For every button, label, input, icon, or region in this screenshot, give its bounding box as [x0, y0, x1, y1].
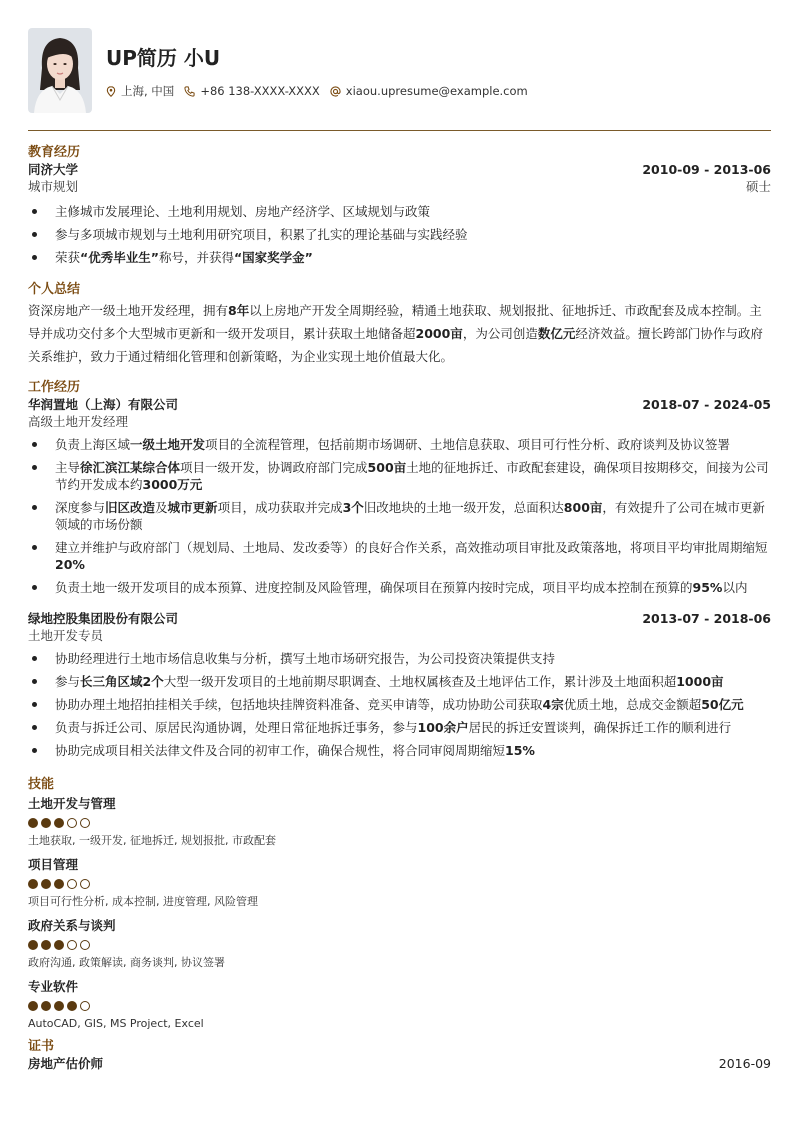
bullet-item [28, 696, 771, 713]
rating-dot-filled [54, 940, 64, 950]
skill-level-rating [28, 940, 771, 950]
contact-phone [184, 84, 319, 98]
section-title-certificates: 证书 [28, 1039, 55, 1054]
bullet-item [28, 499, 771, 533]
section-title-work: 工作经历 [28, 380, 81, 395]
header-divider [28, 130, 771, 131]
certificate-row [28, 1055, 771, 1072]
rating-dot-filled [41, 818, 51, 828]
bullet-item [28, 650, 771, 667]
education-sub-row [28, 178, 771, 195]
skill-item [28, 856, 771, 909]
school-name: 同济大学 [28, 162, 79, 177]
text-run: 深度参与 [55, 500, 106, 515]
section-title-skills: 技能 [28, 777, 55, 792]
highlight-text: 100余户 [417, 720, 469, 735]
text-run: 土地的征地拆迁、市政配套建设，确保项目按期移交，间接为公司节约开发成本约 [55, 460, 769, 492]
rating-dot-empty [80, 1001, 90, 1011]
at-sign-icon [330, 86, 341, 97]
text-run: ，有效提升了公司在城市更新领域的市场份额 [55, 500, 765, 532]
phone-text: +86 138-XXXX-XXXX [200, 84, 320, 98]
text-run: 以上房地产开发全周期经验，精通土地获取、规划报批、征地拆迁、市政配套及成本控制。主导并成功交付多个大型城市更新和一级开发项目，累计获取土地储备超 [28, 303, 762, 341]
highlight-text: “国家奖学金” [233, 250, 313, 265]
text-run: 大型一级开发项目的土地前期尽职调查、土地权属核查及土地评估工作，累计涉及土地面积超 [163, 674, 677, 689]
text-run: 项目，成功获取并完成 [217, 500, 343, 515]
header-info [106, 42, 538, 99]
certificates-section [28, 1039, 771, 1072]
rating-dot-filled [28, 879, 38, 889]
text-run: 负责与拆迁公司、原居民沟通协调，处理日常征地拆迁事务，参与 [55, 720, 418, 735]
text-run: 主导 [55, 460, 81, 475]
text-run: 项目的全流程管理，包括前期市场调研、土地信息获取、项目可行性分析、政府谈判及协议签署 [205, 437, 731, 452]
bullet-item [28, 436, 771, 453]
job-bullets [28, 650, 771, 759]
section-title-summary: 个人总结 [28, 282, 81, 297]
resume-body [28, 145, 771, 1072]
text-run: 负责土地一级开发项目的成本预算、进度控制及风险管理，确保项目在预算内按时完成，项目平均成本控制在预算的 [55, 580, 693, 595]
bullet-item [28, 673, 771, 690]
skill-keywords: 土地获取, 一级开发, 征地拆迁, 规划报批, 市政配套 [28, 834, 276, 847]
skill-level-rating [28, 879, 771, 889]
bullet-item [28, 226, 771, 243]
text-run: 协助办理土地招拍挂相关手续，包括地块挂牌资料准备、竞买申请等，成功协助公司获取 [55, 697, 543, 712]
skill-keywords: 项目可行性分析, 成本控制, 进度管理, 风险管理 [28, 895, 258, 908]
rating-dot-filled [28, 818, 38, 828]
rating-dot-empty [80, 879, 90, 889]
text-run: 参与多项城市规划与土地利用研究项目，积累了扎实的理论基础与实践经验 [55, 227, 468, 242]
job-period: 2013-07 - 2018-06 [642, 611, 771, 626]
skill-name: 土地开发与管理 [28, 796, 116, 811]
skill-name: 项目管理 [28, 857, 79, 872]
text-run: 建立并维护与政府部门（规划局、土地局、发改委等）的良好合作关系，高效推动项目审批及政策落地，将项目平均审批周期缩短 [55, 540, 768, 555]
text-run: 称号，并获得 [158, 250, 234, 265]
highlight-text: 50亿元 [701, 697, 744, 712]
rating-dot-filled [41, 879, 51, 889]
text-run: 负责上海区域 [55, 437, 131, 452]
section-title-education: 教育经历 [28, 145, 81, 160]
education-major: 城市规划 [28, 179, 79, 194]
text-run: 协助经理进行土地市场信息收集与分析，撰写土地市场研究报告，为公司投资决策提供支持 [55, 651, 556, 666]
text-run: 荣获 [55, 250, 81, 265]
job-entry [28, 396, 771, 596]
education-bullets [28, 203, 771, 266]
rating-dot-filled [54, 879, 64, 889]
text-run: 经济效益。擅长跨部门协作与政府关系维护，致力于通过精细化管理和创新策略，为企业实现土地价值最大化。 [28, 326, 763, 364]
summary-text [28, 299, 771, 368]
text-run: 资深房地产一级土地开发经理，拥有 [28, 303, 229, 318]
highlight-text: 数亿元 [537, 326, 576, 341]
highlight-text: 8年 [228, 303, 250, 318]
highlight-text: 徐汇滨江某综合体 [80, 460, 181, 475]
highlight-text: 3000万元 [142, 477, 203, 492]
rating-dot-empty [80, 818, 90, 828]
skill-item [28, 978, 771, 1031]
candidate-name: UP简历 小U [106, 46, 221, 70]
bullet-item [28, 742, 771, 759]
text-run: 及 [155, 500, 168, 515]
text-run: 主修城市发展理论、土地利用规划、房地产经济学、区域规划与政策 [55, 204, 431, 219]
resume-header [28, 28, 538, 113]
text-run: 居民的拆迁安置谈判，确保拆迁工作的顺利进行 [468, 720, 732, 735]
education-period: 2010-09 - 2013-06 [642, 162, 771, 177]
bullet-item [28, 719, 771, 736]
job-entry [28, 610, 771, 759]
bullet-item [28, 539, 771, 573]
highlight-text: 一级土地开发 [130, 437, 206, 452]
job-header-row [28, 396, 771, 413]
location-text: 上海, 中国 [121, 84, 175, 98]
skill-name: 政府关系与谈判 [28, 918, 116, 933]
skill-level-rating [28, 818, 771, 828]
work-section [28, 380, 771, 759]
highlight-text: 长三角区域2个 [80, 674, 164, 689]
highlight-text: 95% [692, 580, 723, 595]
rating-dot-filled [41, 940, 51, 950]
job-role: 土地开发专员 [28, 628, 104, 643]
highlight-text: 800亩 [563, 500, 603, 515]
job-header-row [28, 610, 771, 627]
certificate-date: 2016-09 [718, 1056, 771, 1071]
highlight-text: 旧区改造 [105, 500, 156, 515]
rating-dot-empty [80, 940, 90, 950]
text-run: 项目一级开发，协调政府部门完成 [180, 460, 368, 475]
skill-item [28, 917, 771, 970]
skills-section [28, 777, 771, 1031]
summary-section [28, 282, 771, 368]
highlight-text: 4宗 [542, 697, 564, 712]
rating-dot-filled [54, 1001, 64, 1011]
text-run: 以内 [722, 580, 748, 595]
company-name: 绿地控股集团股份有限公司 [28, 611, 179, 626]
job-role: 高级土地开发经理 [28, 414, 129, 429]
rating-dot-empty [67, 879, 77, 889]
highlight-text: “优秀毕业生” [80, 250, 159, 265]
skills-list [28, 795, 771, 1031]
education-section [28, 145, 771, 266]
highlight-text: 3个 [342, 500, 364, 515]
highlight-text: 2000亩 [415, 326, 463, 341]
company-name: 华润置地（上海）有限公司 [28, 397, 179, 412]
highlight-text: 500亩 [367, 460, 407, 475]
highlight-text: 20% [55, 557, 85, 572]
skill-level-rating [28, 1001, 771, 1011]
job-bullets [28, 436, 771, 596]
education-header-row [28, 161, 771, 178]
location-pin-icon [106, 86, 116, 97]
avatar [28, 28, 92, 113]
rating-dot-filled [41, 1001, 51, 1011]
bullet-item [28, 459, 771, 493]
skill-item [28, 795, 771, 848]
bullet-item [28, 203, 771, 220]
job-period: 2018-07 - 2024-05 [642, 397, 771, 412]
contact-email [330, 84, 528, 98]
rating-dot-filled [67, 1001, 77, 1011]
skill-keywords: 政府沟通, 政策解读, 商务谈判, 协议签署 [28, 956, 225, 969]
rating-dot-filled [28, 1001, 38, 1011]
contact-location [106, 83, 174, 99]
education-degree: 硕士 [745, 179, 771, 194]
phone-icon [184, 86, 195, 97]
skill-name: 专业软件 [28, 979, 79, 994]
email-text[interactable]: xiaou.upresume@example.com [345, 84, 528, 98]
certificate-name: 房地产估价师 [28, 1056, 104, 1071]
highlight-text: 15% [505, 743, 535, 758]
contact-line [106, 83, 538, 99]
bullet-item [28, 579, 771, 596]
rating-dot-filled [54, 818, 64, 828]
highlight-text: 1000亩 [676, 674, 724, 689]
rating-dot-empty [67, 940, 77, 950]
text-run: 旧改地块的土地一级开发，总面积达 [363, 500, 564, 515]
text-run: 协助完成项目相关法律文件及合同的初审工作，确保合规性，将合同审阅周期缩短 [55, 743, 506, 758]
text-run: ，为公司创造 [462, 326, 538, 341]
highlight-text: 城市更新 [167, 500, 218, 515]
skill-keywords: AutoCAD, GIS, MS Project, Excel [28, 1017, 204, 1030]
rating-dot-filled [28, 940, 38, 950]
rating-dot-empty [67, 818, 77, 828]
bullet-item [28, 249, 771, 266]
text-run: 参与 [55, 674, 81, 689]
text-run: 优质土地，总成交金额超 [563, 697, 702, 712]
